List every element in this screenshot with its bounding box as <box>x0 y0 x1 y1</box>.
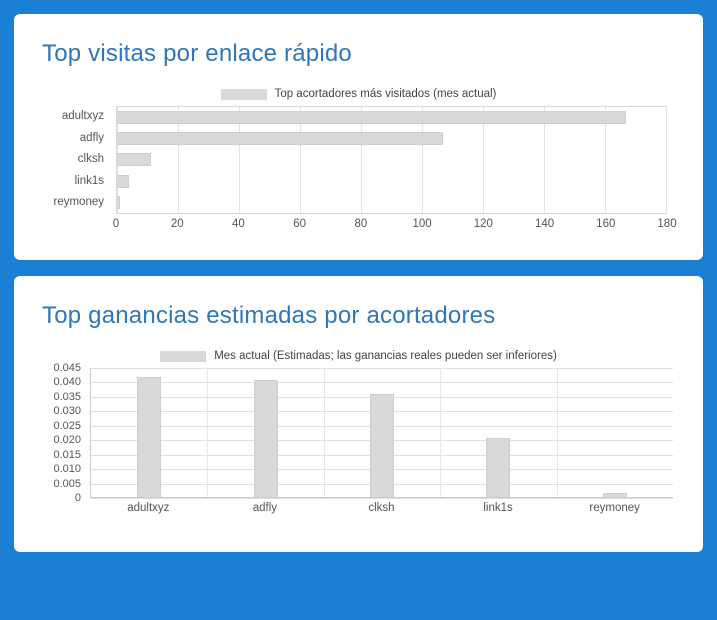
vbar-column <box>207 368 323 497</box>
legend-label-earnings: Mes actual (Estimadas; las ganancias reales pueden ser inferiores) <box>214 350 557 362</box>
bar-reymoney[interactable] <box>117 196 120 209</box>
hbar-category-labels <box>28 106 110 214</box>
gridline <box>91 498 673 499</box>
vertical-bar-chart <box>28 362 679 538</box>
gridline <box>666 107 667 213</box>
vbar-y-axis-ticks <box>28 362 86 504</box>
bar-link1s[interactable] <box>117 175 129 188</box>
hbar-bars <box>117 107 666 213</box>
chart-container-visits <box>14 74 703 260</box>
hbar-row <box>117 111 666 124</box>
chart-container-earnings <box>14 336 703 552</box>
hbar-row <box>117 153 666 166</box>
x-tick-label: 60 <box>293 218 307 230</box>
chart-legend-earnings <box>28 336 689 368</box>
y-tick-label: 0.005 <box>53 477 81 490</box>
x-axis-label: adultxyz <box>127 502 170 514</box>
bar-clksh[interactable] <box>370 394 394 497</box>
vbar-plot-area <box>90 368 673 498</box>
page-title-earnings: Top ganancias estimadas por acortadores <box>42 302 496 329</box>
hbar-label-1: adfly <box>79 131 104 144</box>
y-tick-label: 0.040 <box>53 376 81 389</box>
bar-clksh[interactable] <box>117 153 151 166</box>
x-tick-label: 80 <box>354 218 368 230</box>
hbar-label-0: adultxyz <box>61 110 104 123</box>
x-tick-label: 160 <box>596 218 616 230</box>
bar-adultxyz[interactable] <box>117 111 626 124</box>
chart-legend-visits <box>28 74 689 106</box>
hbar-row <box>117 132 666 145</box>
bar-adfly[interactable] <box>254 380 278 497</box>
x-tick-label: 0 <box>112 218 120 230</box>
legend-swatch-icon <box>160 351 206 362</box>
x-axis-label: clksh <box>368 502 395 514</box>
bar-reymoney[interactable] <box>603 493 627 497</box>
vbar-column <box>324 368 440 497</box>
y-tick-label: 0.020 <box>53 434 81 447</box>
page-title-visits: Top visitas por enlace rápido <box>42 40 352 67</box>
y-tick-label: 0.015 <box>53 448 81 461</box>
vbar-column <box>91 368 207 497</box>
y-tick-label: 0.035 <box>53 390 81 403</box>
y-tick-label: 0.025 <box>53 419 81 432</box>
y-tick-label: 0 <box>74 492 81 504</box>
hbar-plot-area <box>116 106 667 214</box>
horizontal-bar-chart <box>28 106 675 246</box>
x-axis-label: link1s <box>483 502 513 514</box>
y-tick-label: 0.030 <box>53 405 81 418</box>
y-tick-label: 0.045 <box>53 362 81 374</box>
hbar-row <box>117 175 666 188</box>
card-top-visits <box>14 14 703 260</box>
card-top-earnings <box>14 276 703 552</box>
x-tick-label: 20 <box>170 218 184 230</box>
x-tick-label: 120 <box>473 218 493 230</box>
hbar-label-3: link1s <box>74 174 104 187</box>
vbar-x-axis-labels <box>90 502 673 514</box>
x-tick-label: 180 <box>657 218 677 230</box>
hbar-label-2: clksh <box>77 153 104 166</box>
x-tick-label: 40 <box>232 218 245 230</box>
x-tick-label: 140 <box>534 218 555 230</box>
vbar-column <box>440 368 556 497</box>
legend-label-visits: Top acortadores más visitados (mes actual) <box>274 88 497 100</box>
x-axis-label: adfly <box>252 502 278 514</box>
bar-link1s[interactable] <box>486 438 510 497</box>
legend-swatch-icon <box>221 89 267 100</box>
hbar-label-4: reymoney <box>53 196 104 209</box>
hbar-x-axis-ticks <box>112 216 677 236</box>
bar-adultxyz[interactable] <box>137 377 161 497</box>
vbar-bars <box>91 368 673 497</box>
x-axis-label: reymoney <box>589 502 640 514</box>
hbar-row <box>117 196 666 209</box>
vbar-column <box>557 368 673 497</box>
x-tick-label: 100 <box>412 218 432 230</box>
bar-adfly[interactable] <box>117 132 443 145</box>
y-tick-label: 0.010 <box>53 463 81 476</box>
